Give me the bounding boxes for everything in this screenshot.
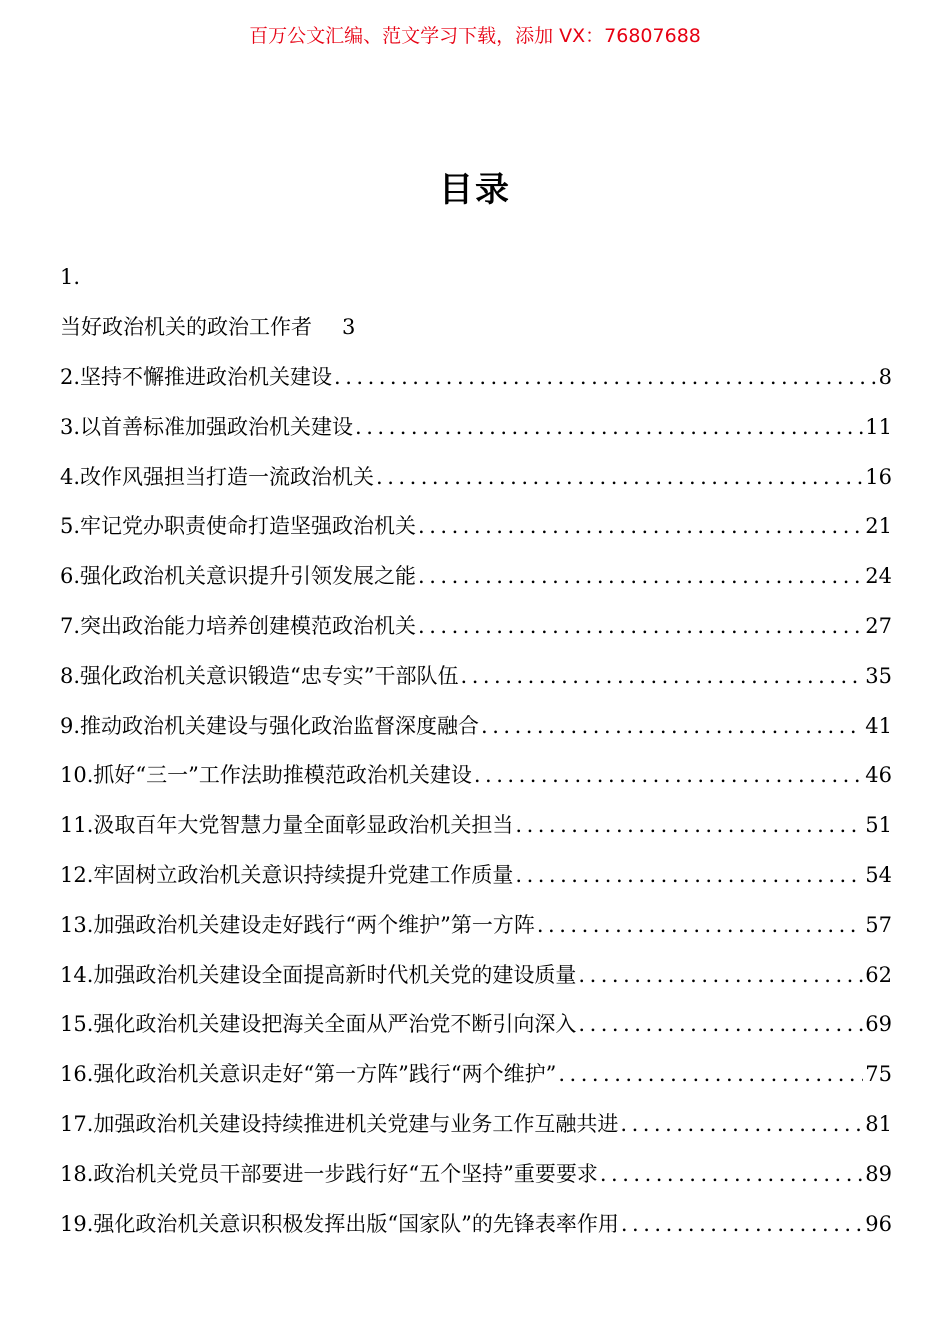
toc-entry-page: 96 <box>865 1211 892 1236</box>
toc-entry-page: 21 <box>865 514 892 539</box>
toc-entry[interactable] <box>60 760 892 810</box>
toc-entry-page: 27 <box>865 613 892 638</box>
toc-entry[interactable] <box>60 960 892 1010</box>
toc-entry-page: 62 <box>865 962 892 987</box>
toc-entry-text: 2.坚持不懈推进政治机关建设 <box>60 365 333 389</box>
toc-entry-page: 57 <box>865 912 892 937</box>
toc-entry-text: 10.抓好“三一”工作法助推模范政治机关建设 <box>60 763 472 788</box>
toc-entry-page: 35 <box>865 663 892 688</box>
toc-entry[interactable] <box>60 511 892 561</box>
toc-entry-text: 18.政治机关党员干部要进一步践行好“五个坚持”重要要求 <box>60 1161 598 1186</box>
toc-entry-page: 24 <box>865 564 892 589</box>
toc-entry-text: 5.牢记党办职责使命打造坚强政治机关 <box>60 514 417 539</box>
toc-entry-page: 89 <box>865 1161 892 1186</box>
dot-leader <box>376 462 863 492</box>
toc-entry-text: 8.强化政治机关意识锻造“忠专实”干部队伍 <box>60 663 459 688</box>
toc-entry-text: 11.汲取百年大党智慧力量全面彰显政治机关担当 <box>60 813 514 838</box>
toc-entry[interactable] <box>60 462 892 512</box>
toc-entry-text: 3.以首善标准加强政治机关建设 <box>60 414 354 439</box>
dot-leader <box>600 1159 863 1189</box>
toc-entry-page: 3 <box>342 315 356 339</box>
dot-leader <box>481 711 863 741</box>
toc-entry-page: 51 <box>865 813 892 838</box>
toc-entry-page: 41 <box>865 713 892 738</box>
toc-entry-1-number: 1. <box>60 265 81 289</box>
toc-list <box>60 362 892 1258</box>
toc-entry-page: 16 <box>865 464 892 489</box>
dot-leader <box>515 810 863 840</box>
dot-leader <box>334 362 877 392</box>
dot-leader <box>578 1009 863 1039</box>
dot-leader <box>355 412 863 442</box>
toc-entry-text: 12.牢固树立政治机关意识持续提升党建工作质量 <box>60 862 514 887</box>
toc-entry-text: 17.加强政治机关建设持续推进机关党建与业务工作互融共进 <box>60 1111 619 1136</box>
dot-leader <box>418 511 863 541</box>
page-title: 目录 <box>439 170 511 210</box>
toc-entry-text: 14.加强政治机关建设全面提高新时代机关党的建设质量 <box>60 962 577 987</box>
toc-entry[interactable] <box>60 1109 892 1159</box>
toc-entry[interactable] <box>60 661 892 711</box>
toc-entry[interactable] <box>60 412 892 462</box>
toc-entry-text: 13.加强政治机关建设走好践行“两个维护”第一方阵 <box>60 912 535 937</box>
toc-entry-page: 81 <box>865 1111 892 1136</box>
toc-entry-text: 当好政治机关的政治工作者 <box>60 315 312 339</box>
dot-leader <box>515 860 863 890</box>
dot-leader <box>461 661 864 691</box>
toc-entry-text: 16.强化政治机关意识走好“第一方阵”践行“两个维护” <box>60 1062 557 1087</box>
dot-leader <box>558 1059 863 1089</box>
toc-entry[interactable] <box>60 711 892 761</box>
toc-entry[interactable] <box>60 1159 892 1209</box>
dot-leader <box>418 611 863 641</box>
toc-entry[interactable] <box>60 362 892 412</box>
dot-leader <box>474 760 863 790</box>
toc-entry-text: 15.强化政治机关建设把海关全面从严治党不断引向深入 <box>60 1012 577 1037</box>
header-watermark-note: 百万公文汇编、范文学习下载，添加 VX：76807688 <box>249 25 701 47</box>
dot-leader <box>578 960 863 990</box>
toc-entry-text: 9.推动政治机关建设与强化政治监督深度融合 <box>60 713 480 738</box>
dot-leader <box>537 910 863 940</box>
toc-entry[interactable] <box>60 1059 892 1109</box>
toc-entry-text: 4.改作风强担当打造一流政治机关 <box>60 464 375 489</box>
dot-leader <box>621 1209 863 1239</box>
toc-entry-1[interactable] <box>60 312 355 342</box>
toc-entry[interactable] <box>60 910 892 960</box>
toc-entry-text: 6.强化政治机关意识提升引领发展之能 <box>60 564 417 589</box>
toc-entry-page: 54 <box>865 862 892 887</box>
toc-entry-page: 8 <box>878 365 892 389</box>
toc-entry-text: 19.强化政治机关意识积极发挥出版“国家队”的先锋表率作用 <box>60 1211 619 1236</box>
toc-entry[interactable] <box>60 561 892 611</box>
toc-entry-page: 46 <box>865 763 892 788</box>
toc-entry[interactable] <box>60 810 892 860</box>
toc-entry-text: 7.突出政治能力培养创建模范政治机关 <box>60 613 417 638</box>
toc-entry[interactable] <box>60 860 892 910</box>
toc-entry[interactable] <box>60 611 892 661</box>
toc-entry-page: 11 <box>865 414 892 439</box>
toc-entry-page: 69 <box>865 1012 892 1037</box>
toc-entry[interactable] <box>60 1009 892 1059</box>
toc-entry[interactable] <box>60 1209 892 1259</box>
dot-leader <box>620 1109 863 1139</box>
toc-entry-page: 75 <box>865 1062 892 1087</box>
dot-leader <box>418 561 863 591</box>
